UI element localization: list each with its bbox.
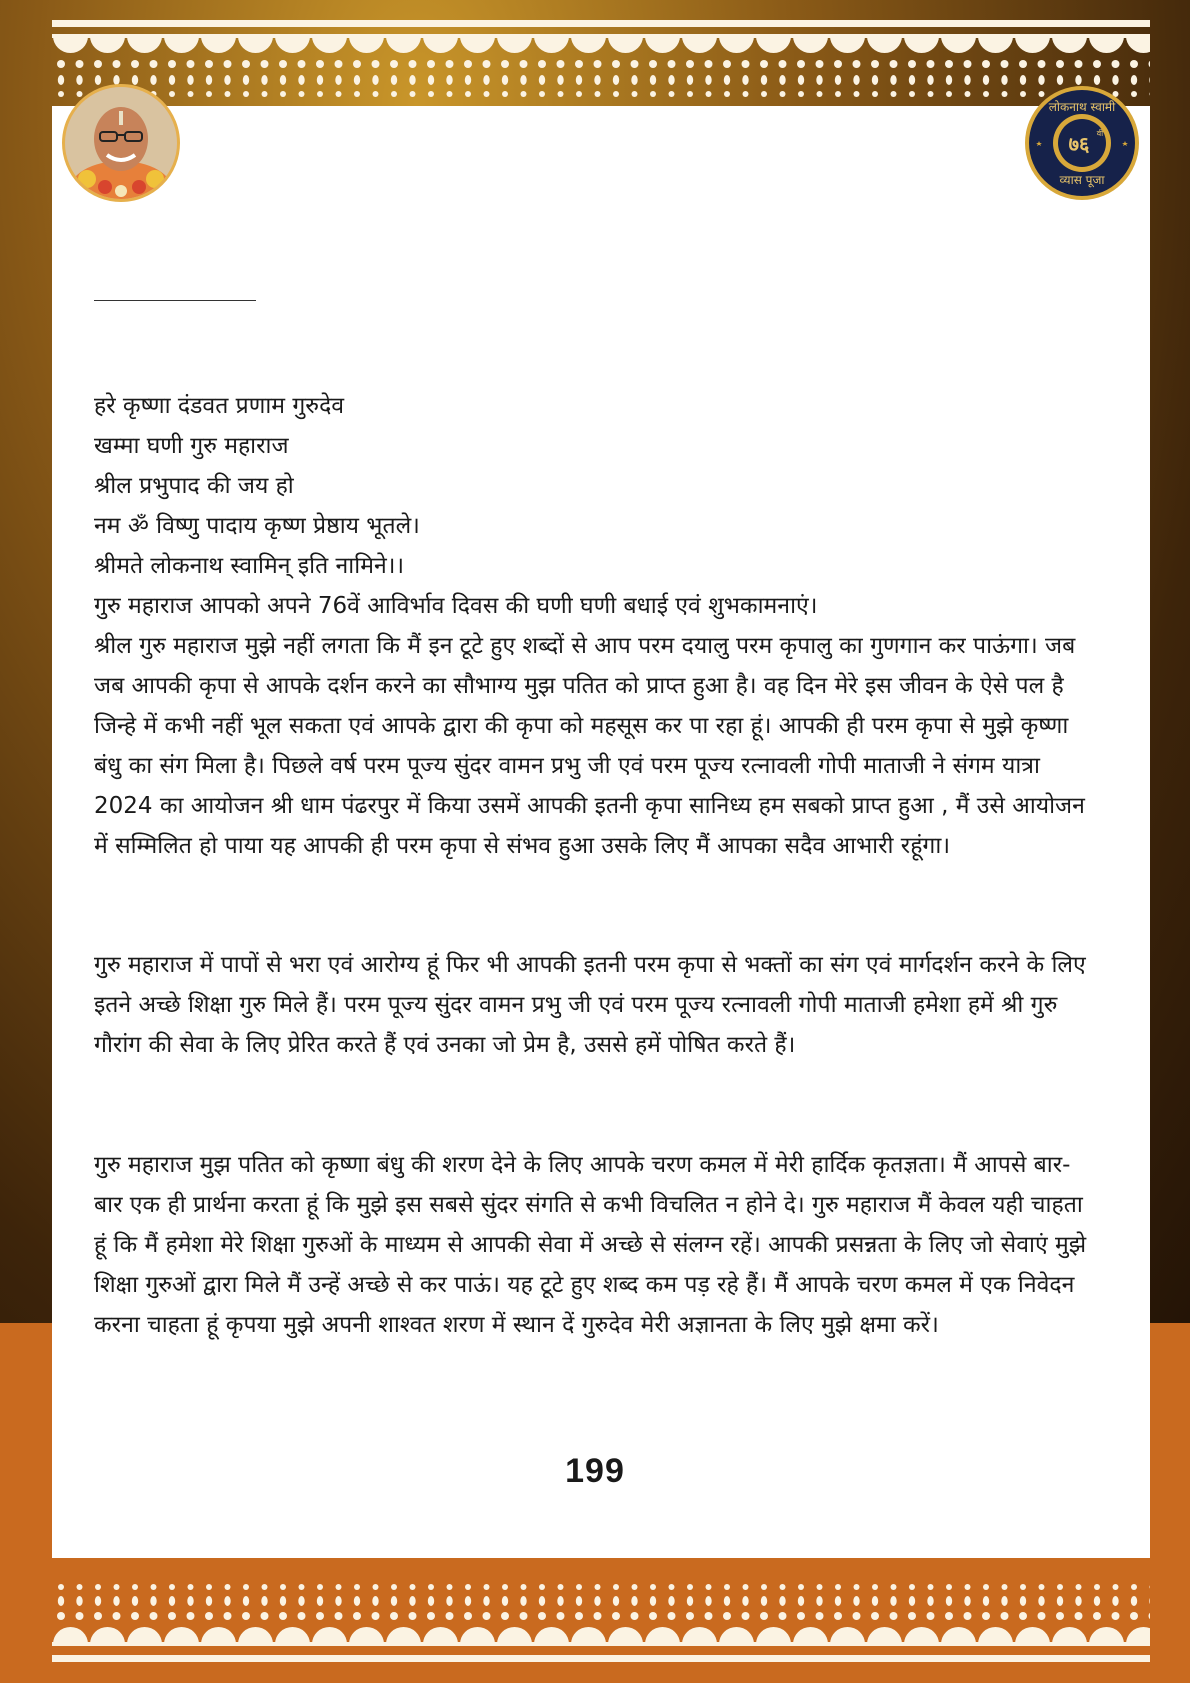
paragraph-block-3	[94, 1145, 1094, 1345]
greeting-line: श्रील प्रभुपाद की जय हो	[94, 473, 294, 499]
greeting-line: खम्मा घणी गुरु महाराज	[94, 433, 289, 459]
page-number: 199	[565, 1452, 625, 1490]
guru-portrait	[62, 84, 180, 202]
body-paragraph-1: श्रील गुरु महाराज मुझे नहीं लगता कि मैं इन टूटे हुए शब्दों से आप परम दयालु परम कृपालु का गुणगान कर पाऊंगा। जब जब आपकी कृपा से आपके दर्शन करने का सौभाग्य मुझ पतित को प्राप्त हुआ है। वह दिन मेरे इस जीवन के ऐसे पल है जिन्हे में कभी नहीं भूल सकता एवं आपके द्वारा की कृपा को महसूस कर पा रहा हूं। आपकी ही परम कृपा से मुझे कृष्णा बंधु का संग मिला है। पिछले वर्ष परम पूज्य सुंदर वामन प्रभु जी एवं परम पूज्य रत्नावली गोपी माताजी ने संगम यात्रा 2024 का आयोजन श्री धाम पंढरपुर में किया उसमें आपकी इतनी कृपा सानिध्य हम सबको प्राप्त हुआ , मैं उसे आयोजन में सम्मिलित हो पाया यह आपकी ही परम कृपा से संभव हुआ उसके लिए मैं आपका सदैव आभारी रहूंगा।	[94, 633, 1085, 859]
greeting-line: नम ॐ विष्णु पादाय कृष्ण प्रेष्ठाय भूतले।	[94, 513, 420, 539]
greeting-line: गुरु महाराज आपको अपने 76वें आविर्भाव दिवस की घणी घणी बधाई एवं शुभकामनाएं।	[94, 593, 818, 619]
seal-bottom-text: व्यास पूजा	[1059, 173, 1105, 187]
seal-top-text: लोकनाथ स्वामी	[1048, 100, 1116, 114]
seal-number: ७६	[1068, 132, 1090, 156]
top-scallop-border	[52, 34, 1150, 58]
body-paragraph-3: गुरु महाराज मुझ पतित को कृष्णा बंधु की शरण देने के लिए आपके चरण कमल में मेरी हार्दिक कृतज्ञता। मैं आपसे बार-बार एक ही प्रार्थना करता हूं कि मुझे इस सबसे सुंदर संगति से कभी विचलित न होने दे। गुरु महाराज मैं केवल यही चाहता हूं कि मैं हमेशा मेरे शिक्षा गुरुओं के माध्यम से आपकी सेवा में अच्छे से संलग्न रहें। आपकी प्रसन्नता के लिए जो सेवाएं मुझे शिक्षा गुरुओं द्वारा मिले मैं उन्हें अच्छे से कर पाऊं। यह टूटे हुए शब्द कम पड़ रहे हैं। मैं आपके चरण कमल में एक निवेदन करना चाहता हूं कृपया मुझे अपनी शाश्वत शरण में स्थान दें गुरुदेव मेरी अज्ञानता के लिए मुझे क्षमा करें।	[94, 1152, 1087, 1338]
seal-emblem	[1023, 84, 1141, 202]
greeting-line: हरे कृष्णा दंडवत प्रणाम गुरुदेव	[94, 393, 345, 419]
paragraph-block-2	[94, 945, 1094, 1065]
bottom-scallop-border	[52, 1622, 1150, 1646]
body-paragraph-2: गुरु महाराज में पापों से भरा एवं आरोग्य हूं फिर भी आपकी इतनी परम कृपा से भक्तों का संग एवं मार्गदर्शन करने के लिए इतने अच्छे शिक्षा गुरु मिले हैं। परम पूज्य सुंदर वामन प्रभु जी एवं परम पूज्य रत्नावली गोपी माताजी हमेशा हमें श्री गुरु गौरांग की सेवा के लिए प्रेरित करते हैं एवं उनका जो प्रेम है, उससे हमें पोषित करते हैं।	[94, 952, 1086, 1058]
greeting-block	[94, 386, 1094, 866]
greeting-line: श्रीमते लोकनाथ स्वामिन् इति नामिने।।	[94, 553, 405, 579]
seal-suffix: वी	[1096, 129, 1104, 138]
portrait-image	[65, 87, 177, 199]
top-dot-border	[52, 58, 1150, 100]
bottom-dot-border	[52, 1582, 1150, 1622]
top-frame-line	[52, 20, 1150, 27]
vyas-puja-seal	[1023, 84, 1141, 202]
separator-rule	[94, 300, 256, 301]
bottom-frame-line	[52, 1655, 1150, 1662]
